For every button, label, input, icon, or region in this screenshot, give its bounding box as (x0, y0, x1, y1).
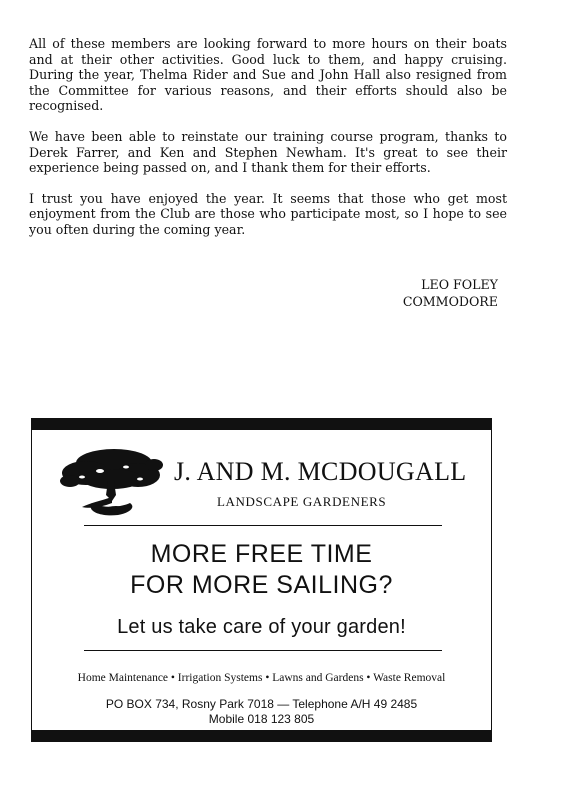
services-list: Home Maintenance • Irrigation Systems • Lawns and Gardens • Waste Removal (77, 672, 446, 684)
divider (84, 650, 442, 651)
signer-title: COMMODORE (402, 294, 498, 309)
letter-paragraph: I trust you have enjoyed the year. It seems that those who get most enjoyment from the Club are those who participate most, so I hope to see you often during the coming year. (29, 190, 507, 237)
business-subtitle: LANDSCAPE GARDENERS (217, 494, 387, 509)
signoff (403, 276, 498, 310)
divider (84, 525, 442, 526)
letter-paragraph: We have been able to reinstate our training course program, thanks to Derek Farrer, and Ken and Stephen Newham. It's great to see their experience being passed on, and I thank them for their efforts. (29, 128, 507, 176)
contact-address: PO BOX 734, Rosny Park 7018 — Telephone A/H 49 2485 (105, 697, 418, 711)
tagline: Let us take care of your garden! (117, 616, 406, 638)
signer-name: LEO FOLEY (421, 277, 498, 292)
headline-line-2: FOR MORE SAILING? (130, 571, 393, 599)
advertisement (31, 418, 492, 742)
letter-body (29, 36, 507, 253)
business-name: J. AND M. MCDOUGALL (174, 457, 467, 486)
ad-top-bar (32, 419, 491, 430)
letter-paragraph: All of these members are looking forward to more hours on their boats and at their other activities. Good luck to them, and happy cruising. During the year, Thelma Rider and Sue and John Hall also resigned from the Committee for various reasons, and their efforts should also be recognised. (29, 36, 507, 114)
headline-line-1: MORE FREE TIME (150, 540, 373, 568)
contact-mobile: Mobile 018 123 805 (208, 712, 315, 726)
ad-bottom-bar (32, 730, 491, 741)
tree-icon (56, 445, 166, 519)
